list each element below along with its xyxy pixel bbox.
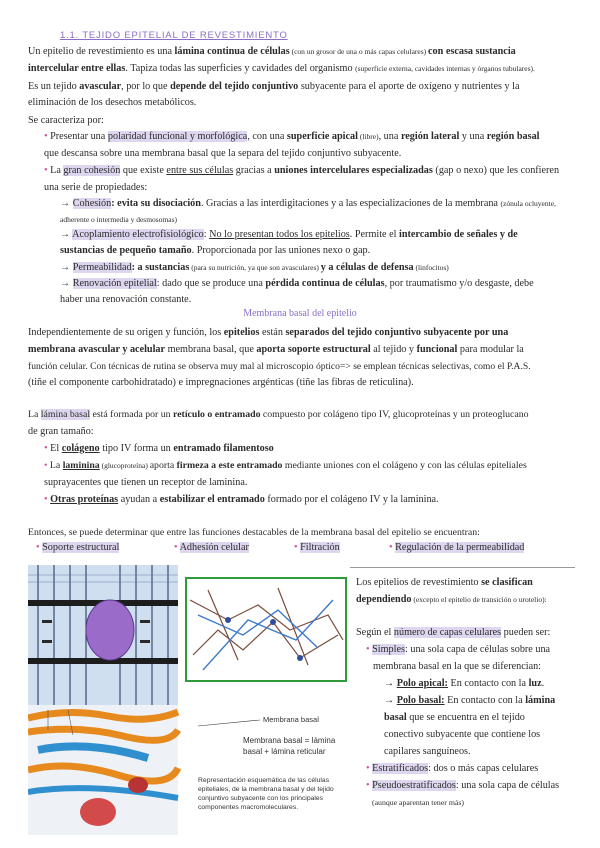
epithelium-figure [28, 560, 348, 840]
polo-basal [384, 693, 555, 710]
text-small: (linfocitos) [413, 263, 449, 272]
text: tipo IV forma un [99, 443, 174, 454]
text-underline: entre sus células [166, 165, 234, 176]
text-bold: aporta soporte estructural [256, 344, 371, 355]
char-2-cont: una serie de propiedades: [44, 182, 148, 193]
function-3: • Filtración [294, 542, 340, 553]
text-highlight: Acoplamiento electrofisiológico [72, 229, 204, 240]
class-line-3 [356, 625, 550, 642]
text: mediante uniones con el colágeno y con las células epiteliales [282, 460, 527, 471]
text-highlight: Regulación de la permeabilidad [395, 542, 525, 553]
text: La [49, 460, 63, 471]
text: La [50, 165, 64, 176]
bullet-icon: • [366, 644, 370, 655]
text-highlight: polaridad funcional y morfológica [107, 131, 248, 142]
text-bold: sustancias de pequeño tamaño [60, 245, 192, 256]
text: , una [378, 131, 401, 142]
text: Independientemente de su origen y función, los [28, 327, 224, 338]
intro-line-5: Se caracteriza por: [28, 115, 104, 126]
text: Según el [356, 627, 394, 638]
mem-line-6: de gran tamaño: [28, 426, 94, 437]
comp-laminina-cont: suprayacentes que tienen un receptor de laminina. [44, 477, 248, 488]
figure-caption-4: componentes macromoleculares. [198, 804, 299, 811]
text-small: (glucoproteína) [99, 461, 150, 470]
text: La [28, 409, 41, 420]
prop-acoplamiento-cont [60, 243, 600, 260]
text-small: (excepto el epitelio de transición o urotelio): [411, 595, 547, 604]
text-bold: laminina [62, 460, 100, 471]
intro-line-2 [28, 61, 573, 78]
class-pseudo [366, 778, 559, 795]
bullet-icon: • [366, 780, 370, 791]
intro-line-4: eliminación de los desechos metabólicos. [28, 97, 197, 108]
text-bold: superficie apical [286, 131, 358, 142]
bullet-icon: • [44, 460, 48, 471]
nucleus-shape [86, 600, 134, 660]
text-bold: membrana avascular y acelular [28, 344, 166, 355]
text-small: (para su nutrición, ya que son avasculares) [189, 263, 321, 272]
bullet-icon: • [44, 443, 48, 454]
text: que existe [120, 165, 167, 176]
text-highlight: Filtración [300, 542, 340, 553]
epithelium-diagram [28, 560, 348, 840]
text-underline: No lo presentan todos los epitelios [209, 229, 350, 240]
text: : dos o más capas celulares [428, 763, 539, 774]
mem-line-4: (tiñe el componente carbohidratado) e impregnaciones argénticas (tiñe las fibras de reticulina). [28, 377, 414, 388]
text: (gap o nexo) que les confieren [432, 165, 560, 176]
text-highlight: Estratificados [372, 763, 429, 774]
function-2: • Adhesión celular [174, 542, 249, 553]
text: : una sola capa de células sobre una [404, 644, 551, 655]
text: y una [459, 131, 487, 142]
text-bold: con escasa sustancia [428, 46, 516, 57]
text-bold: basal [384, 712, 407, 723]
mem-line-5 [28, 407, 573, 424]
text: formado por el colágeno IV y la laminina. [264, 494, 439, 505]
class-line-2 [356, 592, 547, 609]
comp-otras [44, 492, 589, 509]
polo-apical [384, 676, 544, 693]
figure-label-3: basal + lámina reticular [243, 747, 326, 756]
text-bold: entramado filamentoso [173, 443, 274, 454]
text: . Tapiza todas las superficies y cavidades del organismo [125, 63, 356, 74]
char-1-cont: que descansa sobre una membrana basal que la separa del tejido conjuntivo subyacente. [44, 148, 402, 159]
prop-permeabilidad [60, 260, 600, 277]
text-small: (con un grosor de una o más capas celulares) [289, 47, 429, 56]
text: . Gracias a las interdigitaciones y a las especializaciones de la membrana [200, 198, 501, 209]
section-subtitle: Membrana basal del epitelio [243, 308, 357, 319]
prop-acoplamiento [60, 227, 600, 244]
text-highlight: Simples [372, 644, 405, 655]
text-bold: región lateral [400, 131, 460, 142]
text: . Permite el [349, 229, 399, 240]
arrow-icon: → [384, 678, 395, 689]
text-bold: epitelios [223, 327, 260, 338]
text-bold: Polo basal: [396, 695, 445, 706]
arrow-icon: → [60, 229, 71, 240]
text-bold: : a sustancias [131, 262, 190, 273]
text-highlight: Soporte estructural [42, 542, 120, 553]
bullet-icon: • [44, 165, 48, 176]
class-estratificados [366, 761, 538, 778]
text-small: (libre) [357, 132, 379, 141]
bullet-icon: • [44, 131, 48, 142]
prop-renovacion [60, 276, 600, 293]
text-bold: avascular [79, 81, 122, 92]
polo-basal-cont-1 [384, 710, 525, 727]
class-line-1 [356, 575, 533, 592]
polo-basal-cont-3: capilares sanguíneos. [384, 746, 471, 757]
arrow-icon: → [60, 278, 71, 289]
cell-shape [80, 798, 116, 826]
arrow-icon: → [384, 695, 395, 706]
text-bold: colágeno [61, 443, 100, 454]
prop-cohesion [60, 196, 600, 213]
text-bold: lámina continua de células [174, 46, 290, 57]
text: : una sola capa de células [455, 780, 560, 791]
figure-label-1: Membrana basal [263, 715, 319, 724]
text-highlight: Permeabilidad [72, 262, 132, 273]
prop-cohesion-cont: adherente o intermedia y desmosomas) [60, 215, 178, 224]
text-bold: intercambio de señales y de [399, 229, 518, 240]
text-bold: luz [528, 678, 542, 689]
mem-line-1 [28, 325, 573, 342]
comp-laminina [44, 458, 589, 475]
section-title: 1.1. TEJIDO EPITELIAL DE REVESTIMIENTO [60, 30, 288, 41]
text: Es un tejido [28, 81, 80, 92]
text: aporta [149, 460, 177, 471]
text-bold: uniones intercelulares especializadas [274, 165, 433, 176]
text: : [203, 229, 210, 240]
text: ayudan a [118, 494, 160, 505]
text: que se encuentra en el tejido [406, 712, 525, 723]
text: , con una [247, 131, 287, 142]
text-bold: se clasifican [481, 577, 533, 588]
char-1 [44, 129, 589, 146]
text: compuesto por colágeno tipo IV, glucoproteínas y un proteoglucano [260, 409, 529, 420]
text-highlight: gran cohesión [63, 165, 121, 176]
text-bold: intercelular entre ellas [28, 63, 126, 74]
figure-caption-1: Representación esquemática de las células [198, 777, 330, 784]
arrow-icon: → [60, 262, 71, 273]
text: En contacto con la [447, 678, 529, 689]
char-2 [44, 163, 589, 180]
class-simples [366, 642, 550, 659]
function-1: • Soporte estructural [36, 542, 120, 553]
text-bold: : evita su disociación [111, 198, 201, 209]
text-bold: lámina [525, 695, 556, 706]
text-bold: Otras proteínas [50, 494, 119, 505]
text-small: (zónula ocluyente, [500, 199, 556, 208]
text-bold: dependiendo [356, 594, 412, 605]
text-bold: región basal [486, 131, 540, 142]
text-highlight: Cohesión [72, 198, 112, 209]
text-highlight: Pseudoestratificados [372, 780, 456, 791]
text-highlight: lámina basal [40, 409, 91, 420]
text-highlight: Renovación epitelial [72, 278, 157, 289]
text-bold: y a células de defensa [320, 262, 414, 273]
mem-line-2 [28, 342, 573, 359]
text-bold: depende del tejido conjuntivo [170, 81, 299, 92]
text: gracias a [233, 165, 275, 176]
text: , por traumatismo y/o desgaste, debe [384, 278, 534, 289]
functions-intro: Entonces, se puede determinar que entre las funciones destacables de la membrana basal del epitelio se encuentran: [28, 527, 480, 538]
comp-colageno [44, 441, 589, 458]
text: Un epitelio de revestimiento es una [28, 46, 175, 57]
figure-caption-2: epiteliales, de la membrana basal y del tejido [198, 786, 334, 793]
class-pseudo-cont: (aunque aparentan tener más) [372, 798, 464, 807]
polo-basal-cont-2: conectivo subyacente que contiene los [384, 729, 541, 740]
mem-line-3: función celular. Con técnicas de rutina se observa muy mal al microscopio óptico=> se emplean técnicas selectivas, como el P.A.S. [28, 361, 531, 372]
text: están [259, 327, 286, 338]
text-bold: retículo o entramado [173, 409, 261, 420]
text-highlight: número de capas celulares [393, 627, 502, 638]
text-bold: estabilizar el entramado [159, 494, 265, 505]
intro-line-3 [28, 79, 573, 96]
text: está formada por un [90, 409, 174, 420]
bullet-icon: • [44, 494, 48, 505]
text: , por lo que [121, 81, 171, 92]
text-bold: separados del tejido conjuntivo subyacente por una [285, 327, 509, 338]
text: Los epitelios de revestimiento [356, 577, 482, 588]
bullet-icon: • [366, 763, 370, 774]
text: . [541, 678, 545, 689]
text-bold: funcional [416, 344, 458, 355]
text: para modular la [457, 344, 524, 355]
text: subyacente para el aporte de oxígeno y nutrientes y la [298, 81, 520, 92]
class-simples-cont: membrana basal en la que se diferencian: [373, 661, 542, 672]
divider [350, 567, 575, 568]
text-bold: pérdida continua de células [265, 278, 385, 289]
text-bold: Polo apical: [396, 678, 448, 689]
text: al tejido y [370, 344, 417, 355]
text-highlight: Adhesión celular [179, 542, 249, 553]
prop-renovacion-cont: haber una renovación constante. [60, 294, 192, 305]
figure-label-2: Membrana basal = lámina [243, 736, 336, 745]
text: Presentar una [50, 131, 108, 142]
arrow-icon: → [60, 198, 71, 209]
text: pueden ser: [501, 627, 551, 638]
text: . Proporcionada por las uniones nexo o gap. [191, 245, 371, 256]
intro-line-1 [28, 44, 573, 61]
text-bold: firmeza a este entramado [176, 460, 283, 471]
text: El [50, 443, 62, 454]
text: En contacto con la [444, 695, 526, 706]
figure-caption-3: conjuntivo subyacente con los principales [198, 795, 324, 802]
text: : dado que se produce una [156, 278, 266, 289]
function-4: • Regulación de la permeabilidad [389, 542, 525, 553]
text: membrana basal, que [165, 344, 257, 355]
text-small: (superficie externa, cavidades internas y órganos tubulares). [355, 64, 535, 73]
